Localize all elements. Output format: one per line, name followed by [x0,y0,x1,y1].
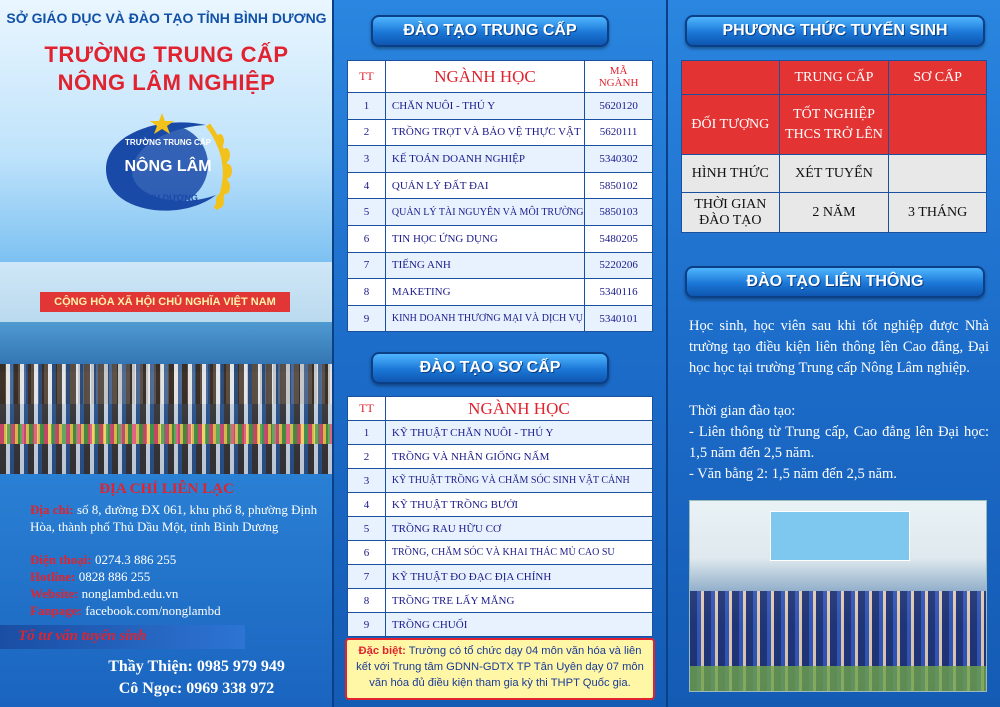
hotline-label: Hotline: [30,569,76,584]
pt-row-thoi-gian: THỜI GIAN ĐÀO TẠO [682,193,780,233]
tc-name: CHĂN NUÔI - THÚ Y [385,93,584,120]
pt-thoi-gian-sc: 3 THÁNG [889,193,987,233]
pt-doi-tuong-sc [889,95,987,155]
pt-doi-tuong-value: TỐT NGHIỆP THCS TRỞ LÊN [779,95,889,155]
pt-hinh-thuc-sc [889,155,987,193]
tc-code: 5480205 [585,225,653,252]
note-text: Trường có tổ chức dạy 04 môn văn hóa và liên kết với Trung tâm GDNN-GDTX TP Tân Uyên dạy 07 môn văn hóa đủ điều kiện tham gia kỳ thi THPT Quốc gia. [356,645,644,689]
thoi-gian-item-1: - Liên thông từ Trung cấp, Cao đẳng lên Đại học: 1,5 năm đến 2,5 năm. [689,424,989,461]
sc-name: TRỒNG VÀ NHÂN GIỐNG NẤM [385,445,652,469]
sc-name: TRỒNG CHUỐI [385,613,652,637]
tc-tt: 3 [348,146,386,173]
sc-tt: 4 [348,493,386,517]
photo-banner: CỘNG HÒA XÃ HỘI CHỦ NGHĨA VIỆT NAM [40,292,290,312]
tc-tt: 1 [348,93,386,120]
photo-flowers [0,424,333,444]
phuong-thuc-table [681,60,987,233]
thoi-gian-item-2: - Văn bằng 2: 1,5 năm đến 2,5 năm. [689,466,897,482]
header-lien-thong: ĐÀO TẠO LIÊN THÔNG [685,266,985,298]
website-link[interactable]: nonglambd.edu.vn [81,586,179,601]
table-row [348,421,653,445]
photo-crowd [0,364,333,474]
pt-row-hinh-thuc: HÌNH THỨC [682,155,780,193]
sc-name: TRỒNG RAU HỮU CƠ [385,517,652,541]
sc-name: TRỒNG TRE LẤY MĂNG [385,589,652,613]
table-row [348,565,653,589]
table-row [348,613,653,637]
tc-tt: 2 [348,119,386,146]
divider-1 [332,0,334,707]
table-row [348,305,653,332]
address-label: Địa chỉ: [30,502,74,517]
pt-thoi-gian-tc: 2 NĂM [779,193,889,233]
so-cap-table [347,396,653,637]
tc-col-ma [585,61,653,93]
sc-tt: 5 [348,517,386,541]
tc-code: 5850102 [585,172,653,199]
logo-middle-text: NÔNG LÂM [124,158,212,175]
tc-name: KINH DOANH THƯƠNG MẠI VÀ DỊCH VỤ [385,305,584,332]
tc-code: 5340116 [585,279,653,306]
sc-tt: 3 [348,469,386,493]
tc-tt: 4 [348,172,386,199]
sc-col-nganh: NGÀNH HỌC [385,397,652,421]
website-label: Website: [30,586,79,601]
sc-tt: 2 [348,445,386,469]
header-phuong-thuc: PHƯƠNG THỨC TUYỂN SINH [685,15,985,47]
sc-tt: 8 [348,589,386,613]
pt-row-doi-tuong: ĐỐI TƯỢNG [682,95,780,155]
contact-hotline [30,568,325,585]
fanpage-label: Fanpage: [30,603,82,618]
tc-name: QUẢN LÝ TÀI NGUYÊN VÀ MÔI TRƯỜNG [385,199,584,226]
contact-fanpage [30,602,325,619]
sc-col-tt: TT [348,397,386,421]
tc-tt: 8 [348,279,386,306]
sc-tt: 9 [348,613,386,637]
table-row [348,146,653,173]
tc-tt: 9 [348,305,386,332]
pt-empty-corner [682,61,780,95]
tc-name: TIN HỌC ỨNG DỤNG [385,225,584,252]
school-name-line1: TRƯỜNG TRUNG CẤP [44,42,289,67]
lien-thong-intro: Học sinh, học viên sau khi tốt nghiệp được Nhà trường tạo điều kiện liên thông lên Cao đẳng, Đại học học tại trường Trung cấp Nông Lâm nghiệp. [689,318,989,376]
header-so-cap: ĐÀO TẠO SƠ CẤP [371,352,609,384]
tc-name: MAKETING [385,279,584,306]
hotline-value[interactable]: 0828 886 255 [78,569,151,584]
tc-code: 5340101 [585,305,653,332]
tc-code: 5620120 [585,93,653,120]
tc-code: 5620111 [585,119,653,146]
table-row [348,517,653,541]
fanpage-link[interactable]: facebook.com/nonglambd [85,603,221,618]
table-row [348,589,653,613]
tc-name: TRỒNG TRỌT VÀ BẢO VỆ THỰC VẬT [385,119,584,146]
logo-top-text: TRƯỜNG TRUNG CẤP [125,138,211,147]
advisor-title: Tổ tư vấn tuyển sinh [18,628,147,644]
pt-col-trung-cap: TRUNG CẤP [779,61,889,95]
sc-name: KỸ THUẬT TRỒNG VÀ CHĂM SÓC SINH VẬT CẢNH [385,469,652,493]
table-row [348,469,653,493]
left-panel [0,0,333,707]
tc-col-tt: TT [348,61,386,93]
table-row [348,445,653,469]
graduation-photo [0,262,333,474]
school-name-line2: NÔNG LÂM NGHIỆP [57,70,276,95]
tc-col-ma-line2: NGÀNH [598,76,639,89]
divider-2 [666,0,668,707]
tc-tt: 5 [348,199,386,226]
note-label: Đặc biệt: [358,645,406,657]
sc-name: KỸ THUẬT CHĂN NUÔI - THÚ Y [385,421,652,445]
tc-tt: 7 [348,252,386,279]
school-logo [88,105,248,225]
table-row [348,93,653,120]
tc-name: KẾ TOÁN DOANH NGHIỆP [385,146,584,173]
department-title: SỞ GIÁO DỤC VÀ ĐÀO TẠO TỈNH BÌNH DƯƠNG [6,10,327,26]
advisor-2: Cô Ngọc: 0969 338 972 [118,680,275,697]
table-row [348,252,653,279]
table-row [348,119,653,146]
sc-name: KỸ THUẬT TRỒNG BƯỞI [385,493,652,517]
thoi-gian-title: Thời gian đào tạo: [689,403,796,419]
contact-phone [30,551,325,568]
table-row [348,199,653,226]
sc-tt: 6 [348,541,386,565]
tc-code: 5340302 [585,146,653,173]
sc-tt: 1 [348,421,386,445]
table-row [348,172,653,199]
pt-col-so-cap: SƠ CẤP [889,61,987,95]
sc-name: KỸ THUẬT ĐO ĐẠC ĐỊA CHÍNH [385,565,652,589]
table-row [348,279,653,306]
sc-tt: 7 [348,565,386,589]
phone-value[interactable]: 0274.3 886 255 [95,552,177,567]
contact-address [30,501,325,535]
tc-code: 5850103 [585,199,653,226]
tc-col-ma-line1: MÃ [609,64,628,77]
right-panel [667,0,1000,707]
header-trung-cap: ĐÀO TẠO TRUNG CẤP [371,15,609,47]
tc-code: 5220206 [585,252,653,279]
tc-name: TIẾNG ANH [385,252,584,279]
phone-label: Điện thoại: [30,552,92,567]
tc-name: QUẢN LÝ ĐẤT ĐAI [385,172,584,199]
contact-website [30,585,325,602]
photo-board [770,511,910,561]
table-row [348,225,653,252]
tc-col-nganh: NGÀNH HỌC [385,61,584,93]
logo-bottom-text: BÌNH DƯƠNG [138,193,198,203]
table-row [348,493,653,517]
middle-panel [333,0,667,707]
photo-plants [690,666,987,691]
tc-tt: 6 [348,225,386,252]
contact-title: ĐỊA CHỈ LIÊN LẠC [99,481,234,497]
sc-name: TRỒNG, CHĂM SÓC VÀ KHAI THÁC MỦ CAO SU [385,541,652,565]
graduation-photo-2 [689,500,987,692]
trung-cap-table [347,60,653,332]
table-row [348,541,653,565]
special-note [345,638,655,700]
advisor-1: Thầy Thiện: 0985 979 949 [108,658,285,675]
address-value: số 8, đường ĐX 061, khu phố 8, phường Định Hòa, thành phố Thủ Dầu Một, tỉnh Bình Dương [30,502,318,534]
pt-hinh-thuc-value: XÉT TUYỂN [779,155,889,193]
